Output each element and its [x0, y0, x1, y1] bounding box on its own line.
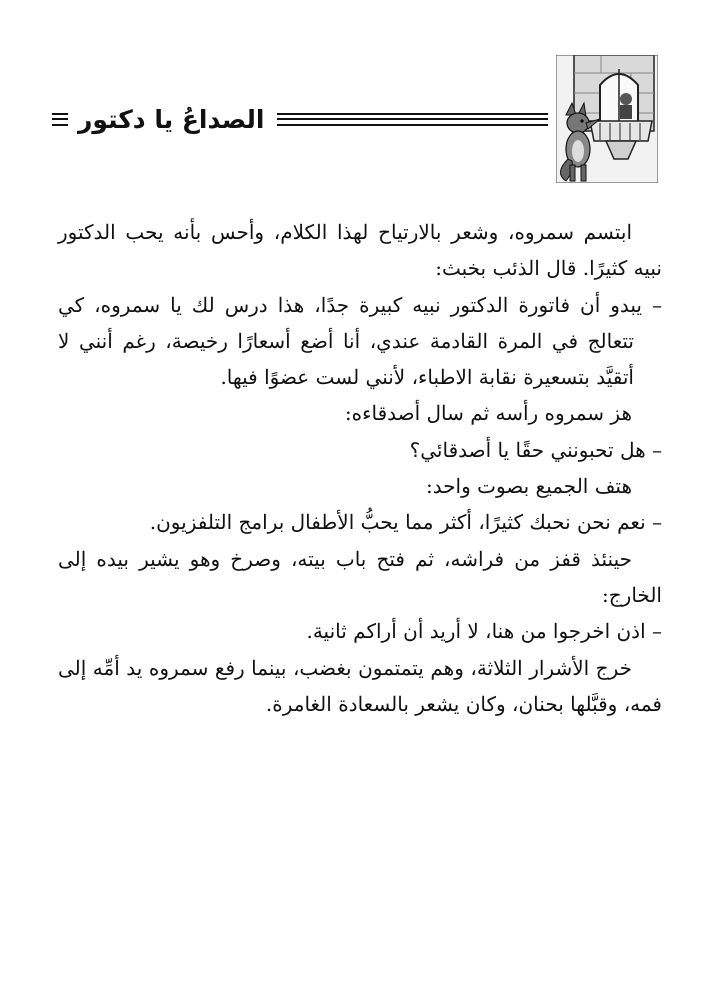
chapter-title: الصداعُ يا دكتور — [78, 104, 265, 134]
dialogue-line: – نعم نحن نحبك كثيرًا، أكثر مما يحبُّ الأطفال برامج التلفزيون. — [149, 510, 662, 535]
dialogue-line: – هل تحبونني حقًا يا أصدقائي؟ — [409, 437, 662, 462]
title-rule-right — [277, 113, 549, 126]
dialogue-line: – اذن اخرجوا من هنا، لا أريد أن أراكم ثانية. — [306, 619, 662, 644]
paragraph: خرج الأشرار الثلاثة، وهم يتمتمون بغضب، بينما رفع سمروه يد أمِّه إلى فمه، وقبَّلها بحنان، وكان يشعر بالسعادة الغامرة. — [58, 655, 662, 716]
title-row — [52, 99, 548, 139]
title-rule-left — [52, 113, 68, 126]
paragraph: ابتسم سمروه، وشعر بالارتياح لهذا الكلام، وأحس بأنه يحب الدكتور نبيه كثيرًا. قال الذئب بخبث: — [58, 220, 662, 281]
paragraph: هز سمروه رأسه ثم سال أصدقاءه: — [344, 401, 632, 426]
dialogue-line: – يبدو أن فاتورة الدكتور نبيه كبيرة جدًا، هذا درس لك يا سمروه، كي تتعالج في المرة القادمة عندي، أنا أضع أسعارًا رخيصة، رغم أنني لا أتقيَّد بتسعيرة نقابة الاطباء، لأنني لست عضوًا فيها. — [58, 292, 662, 390]
fox-doctor-balcony-illustration — [556, 55, 658, 183]
paragraph: هتف الجميع بصوت واحد: — [425, 474, 632, 499]
paragraph: حينئذ قفز من فراشه، ثم فتح باب بيته، وصرخ وهو يشير بيده إلى الخارج: — [58, 546, 662, 607]
chapter-header — [58, 55, 658, 185]
story-text — [58, 214, 662, 722]
